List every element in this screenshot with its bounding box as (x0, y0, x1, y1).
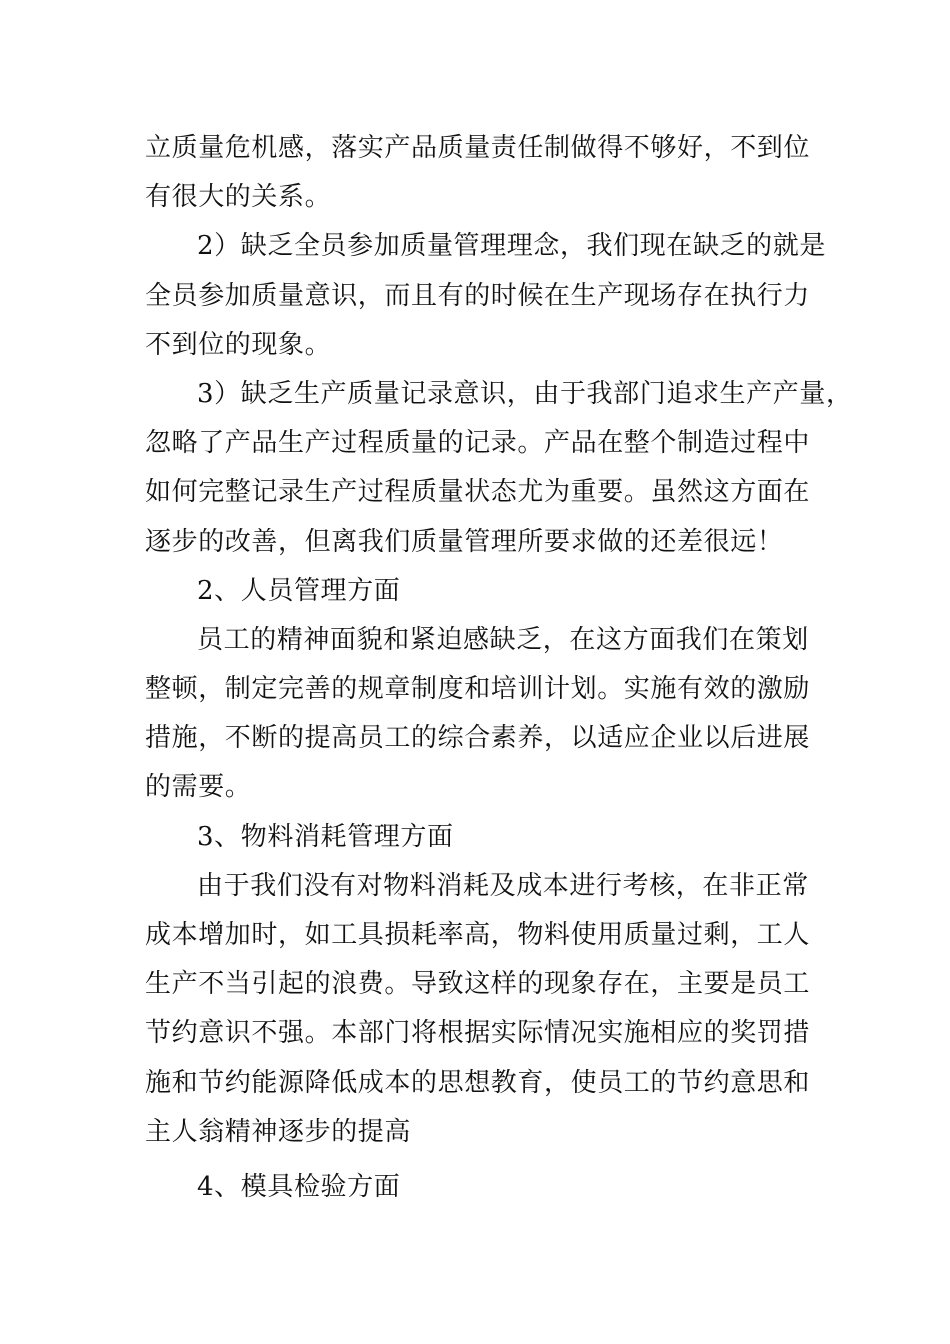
text-line: 节约意识不强。本部门将根据实际情况实施相应的奖罚措 (145, 1018, 811, 1049)
section-heading: 4、模具检验方面 (197, 1171, 401, 1202)
text-line: 如何完整记录生产过程质量状态尤为重要。虽然这方面在 (145, 477, 811, 508)
section-heading: 3、物料消耗管理方面 (197, 821, 454, 852)
text-line: 由于我们没有对物料消耗及成本进行考核，在非正常 (197, 870, 809, 901)
text-line: 整顿，制定完善的规章制度和培训计划。实施有效的激励 (145, 674, 811, 705)
text-line: 生产不当引起的浪费。导致这样的现象存在，主要是员工 (145, 969, 811, 1000)
section-heading: 2、人员管理方面 (197, 575, 401, 606)
text-line: 逐步的改善，但离我们质量管理所要求做的还差很远！ (145, 526, 784, 557)
text-line: 忽略了产品生产过程质量的记录。产品在整个制造过程中 (145, 428, 811, 459)
text-line: 施和节约能源降低成本的思想教育，使员工的节约意思和 (145, 1067, 811, 1098)
document-body (145, 124, 853, 1212)
text-line: 立质量危机感，落实产品质量责任制做得不够好，不到位 (145, 133, 811, 163)
text-line: 2）缺乏全员参加质量管理理念，我们现在缺乏的就是 (197, 231, 826, 262)
text-line: 措施，不断的提高员工的综合素养，以适应企业以后进展 (145, 723, 811, 754)
text-line: 3）缺乏生产质量记录意识，由于我部门追求生产产量， (197, 378, 853, 409)
text-line: 成本增加时，如工具损耗率高，物料使用质量过剩，工人 (145, 920, 811, 950)
text-line: 有很大的关系。 (145, 182, 332, 213)
text-line: 员工的精神面貌和紧迫感缺乏，在这方面我们在策划 (197, 624, 809, 655)
text-line: 的需要。 (145, 772, 252, 803)
text-line: 不到位的现象。 (145, 329, 332, 360)
text-line: 全员参加质量意识，而且有的时候在生产现场存在执行力 (145, 280, 811, 311)
text-line: 主人翁精神逐步的提高 (145, 1116, 412, 1147)
